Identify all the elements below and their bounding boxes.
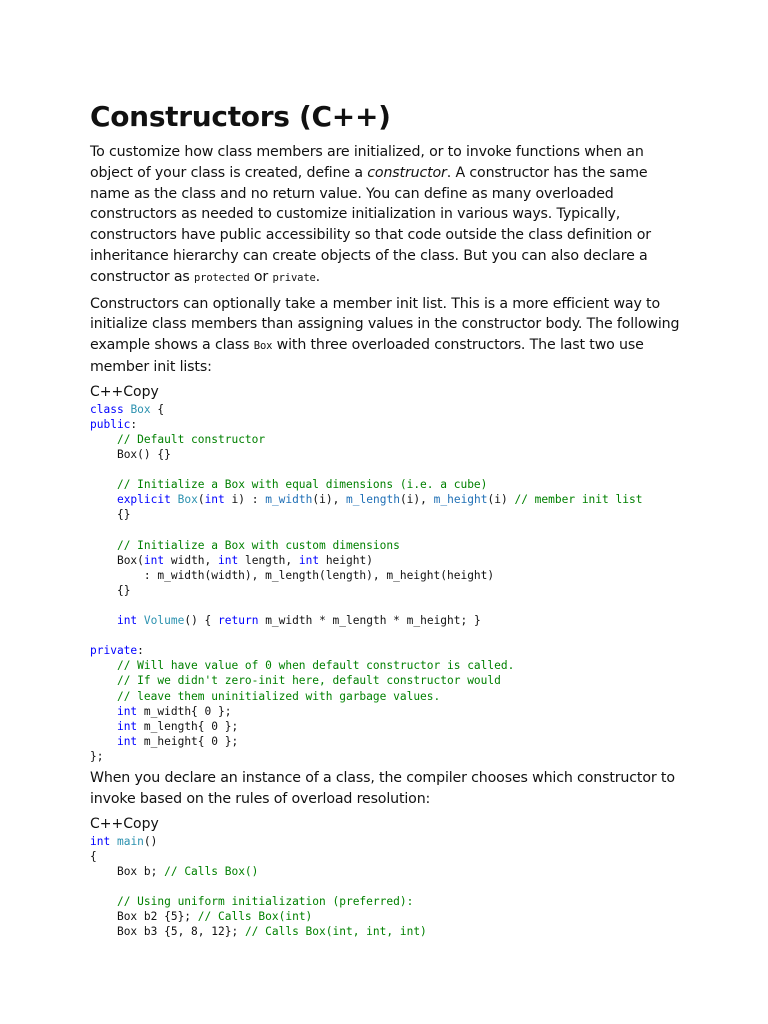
intro-text-1: To customize how class members are initialized, or to invoke functions when an object of your class is created, define a [90,144,644,181]
inline-code-protected: protected [193,271,250,284]
intro-or: or [249,268,273,285]
page-title: Constructors (C++) [90,100,391,133]
para2-text-1: Constructors can optionally take a member init list. This is a more efficient way to initialize class members than assigning values in the constructor body. The following example shows a class [90,295,680,354]
constructor-term: constructor [367,164,447,181]
overload-resolution-paragraph: When you declare an instance of a class, the compiler chooses which constructor to invoke based on the rules of overload resolution: [90,770,675,807]
inline-code-box: Box [253,340,273,353]
code-block-main: int main() { Box b; // Calls Box() // Using uniform initialization (preferred): Box b2 {5}; // Calls Box(int) Box b3 {5, 8, 12}; // Calls Box(int, int, int) [90,834,427,939]
document-page [90,98,690,943]
code-language-label-2[interactable]: C++Copy [90,815,159,832]
intro-end: . [315,268,321,285]
intro-paragraph [90,142,690,289]
code-language-label[interactable]: C++Copy [90,383,159,400]
intro-text-2: . A constructor has the same name as the class and no return value. You can define as many overloaded constructors as needed to customize initialization in various ways. Typically, constructors have public accessibility so that code outside the class definition or inheritance hierarchy can create objects of the class. But you can also declare a constructor as [90,164,651,285]
inline-code-private: private [272,271,316,284]
code-block-box-class: class Box { public: // Default constructor Box() {} // Initialize a Box with equal dimensions (i.e. a cube) explicit Box(int i) : m_width(i), m_length(i), m_height(i) // member init list {} // Initialize a Box with custom dimensions Box(int width, int length, int height) : m_width(width), m_length(length), m_height(height) {} int Volume() { return m_width * m_length * m_height; } private: // Will have value of 0 when default constructor is called. // If we didn't zero-init here, default constructor would // leave them uninitialized with garbage values. int m_width{ 0 }; int m_length{ 0 }; int m_height{ 0 }; }; [90,402,643,763]
member-init-paragraph [90,294,690,378]
para2-text-2: with three overloaded constructors. The last two use member init lists: [90,337,644,375]
